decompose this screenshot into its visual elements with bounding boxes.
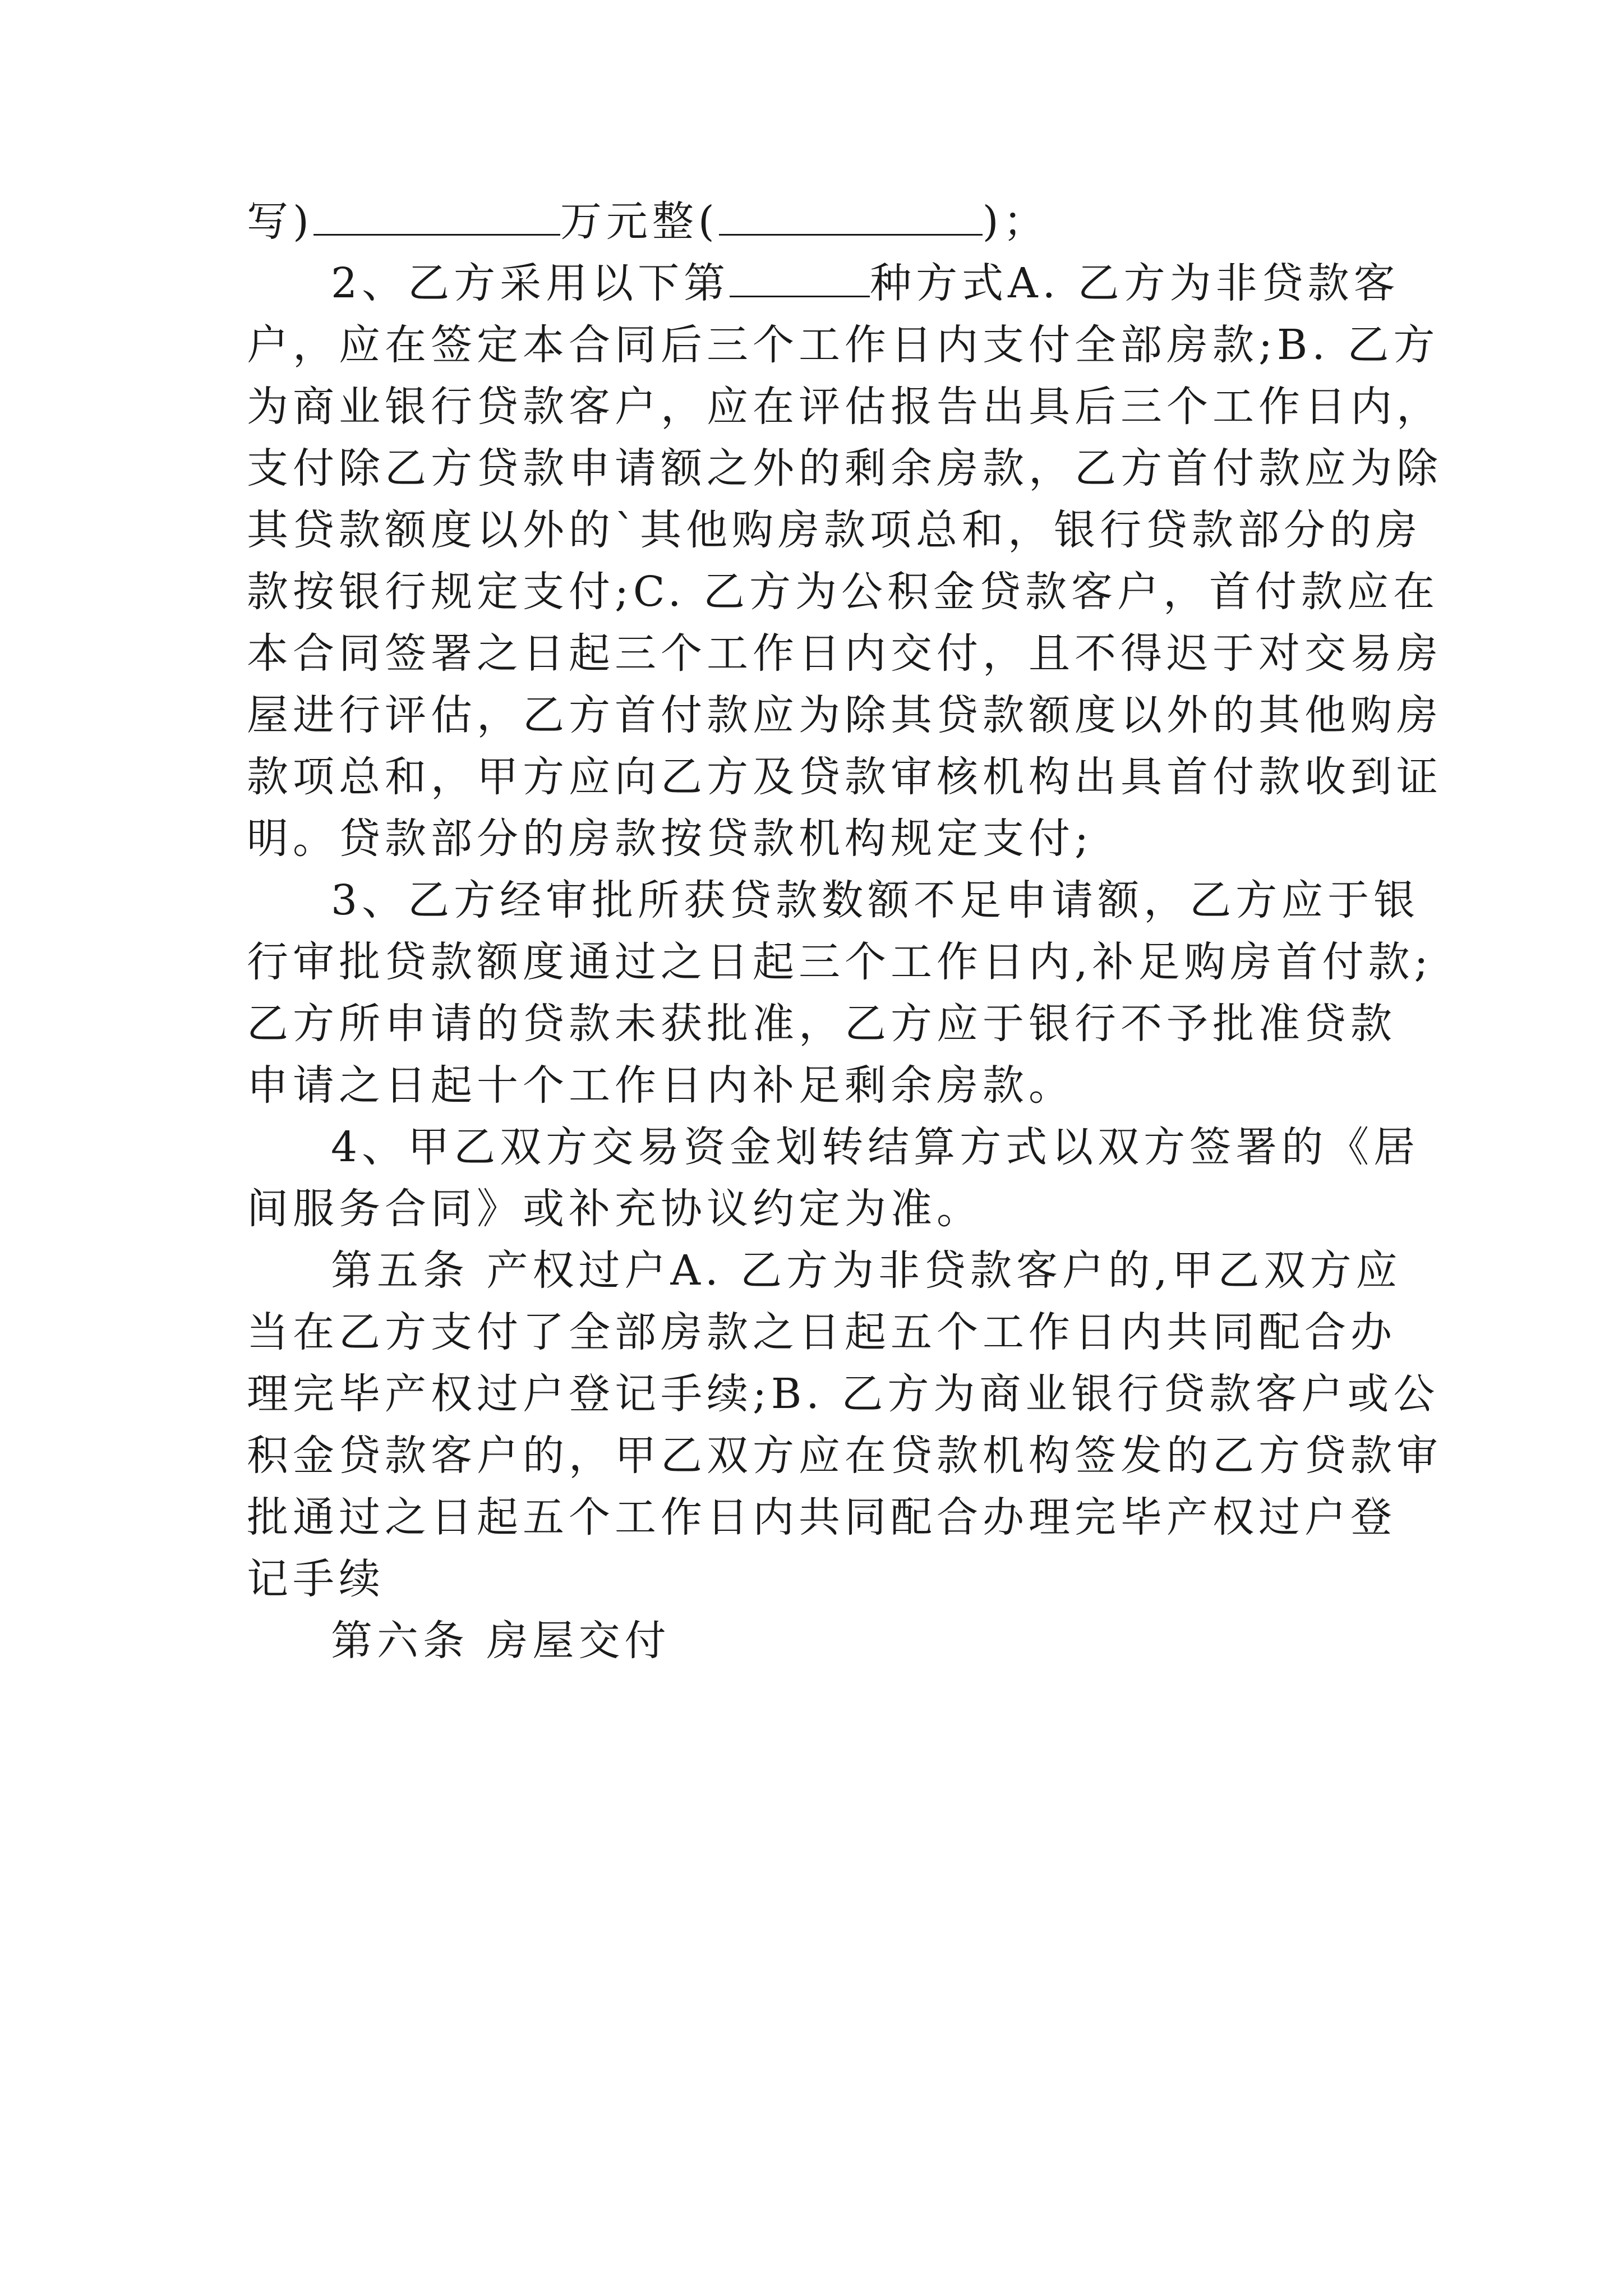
paragraph-item-4: [247, 1116, 1420, 1240]
blank-field-amount-figures: [719, 195, 983, 236]
text-line: 理完毕产权过户登记手续;B. 乙方为商业银行贷款客户或公: [247, 1370, 1440, 1418]
text-line: 写) 万元整( )；: [247, 191, 1380, 252]
paragraph-item-2: [247, 252, 1442, 869]
text-line: 本合同签署之日起三个工作日内交付，且不得迟于对交易房: [247, 629, 1442, 678]
text-line: 当在乙方支付了全部房款之日起五个工作日内共同配合办: [247, 1308, 1396, 1356]
text-line: 屋进行评估，乙方首付款应为除其贷款额度以外的其他购房: [247, 691, 1442, 739]
text-line: 户，应在签定本合同后三个工作日内支付全部房款;B. 乙方: [247, 321, 1440, 369]
text-line: 2、乙方采用以下第 种方式A. 乙方为非贷款客: [247, 252, 1380, 314]
text-line: 4、甲乙双方交易资金划转结算方式以双方签署的《居: [331, 1123, 1420, 1171]
text-line: 为商业银行贷款客户，应在评估报告出具后三个工作日内，: [247, 383, 1442, 431]
text-line: 3、乙方经审批所获贷款数额不足申请额，乙方应于银: [331, 876, 1420, 924]
text-line: 积金贷款客户的，甲乙双方应在贷款机构签发的乙方贷款审: [247, 1432, 1442, 1480]
text-line: 间服务合同》或补充协议约定为准。: [247, 1185, 983, 1233]
paragraph-article-5: [247, 1240, 1442, 1610]
paragraph-article-6: [247, 1610, 1380, 1672]
blank-field-payment-method: [730, 256, 870, 297]
document-page: [247, 191, 1442, 1672]
text-line: 乙方所申请的贷款未获批准，乙方应于银行不予批准贷款: [247, 1000, 1396, 1048]
text-line: 行审批贷款额度通过之日起三个工作日内,补足购房首付款;: [247, 938, 1433, 986]
text-line: 其贷款额度以外的`其他购房款项总和，银行贷款部分的房: [247, 506, 1422, 554]
paragraph-item-3: [247, 869, 1433, 1116]
text-line: 申请之日起十个工作日内补足剩余房款。: [247, 1061, 1075, 1110]
text-line: 款按银行规定支付;C. 乙方为公积金贷款客户，首付款应在: [247, 568, 1439, 616]
text-line: 记手续: [247, 1555, 385, 1603]
blank-field-amount-words: [313, 195, 560, 236]
text-line: 批通过之日起五个工作日内共同配合办理完毕产权过户登: [247, 1493, 1396, 1542]
text-line: 款项总和，甲方应向乙方及贷款审核机构出具首付款收到证: [247, 753, 1442, 801]
section-heading: 第六条 房屋交付: [331, 1617, 671, 1665]
text-line: 第五条 产权过户A. 乙方为非贷款客户的,甲乙双方应: [331, 1246, 1402, 1295]
text-line: 明。贷款部分的房款按贷款机构规定支付;: [247, 815, 1093, 863]
text-line: 支付除乙方贷款申请额之外的剩余房款，乙方首付款应为除: [247, 444, 1442, 493]
